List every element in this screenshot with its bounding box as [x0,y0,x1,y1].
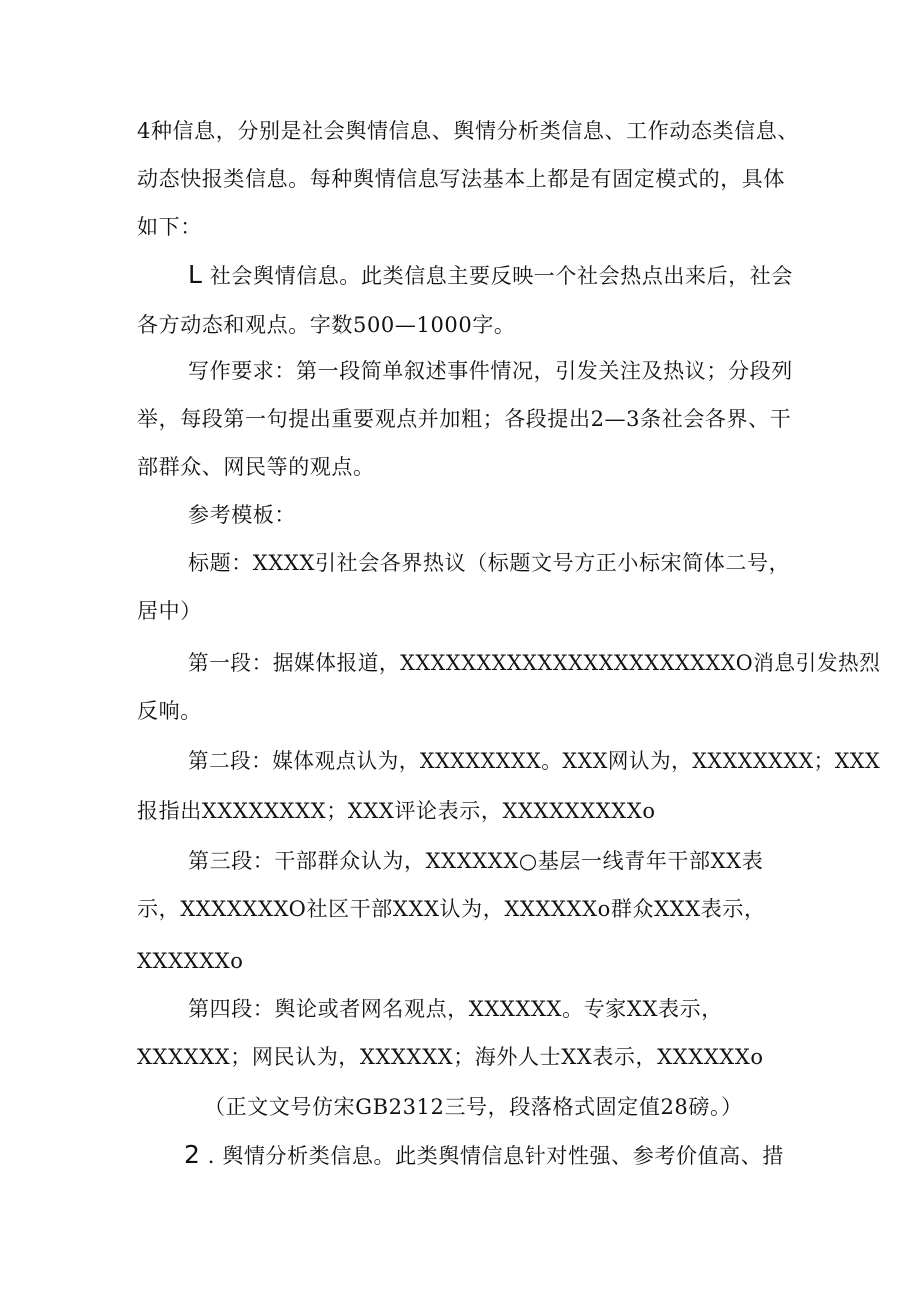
requirements-line-2: 举，每段第一句提出重要观点并加粗；各段提出2—3条社会各界、干 [137,407,792,431]
list-marker-2-dot: . [207,1144,216,1168]
paragraph-line-3: 如下： [137,215,202,239]
format-note: （正文文号仿宋GB2312三号，段落格式固定值28磅。） [204,1095,743,1119]
list-item-1-text: 社会舆情信息。此类信息主要反映一个社会热点出来后，社会 [209,264,794,288]
paragraph-line-1: 4种信息，分别是社会舆情信息、舆情分析类信息、工作动态类信息、 [137,119,799,143]
paragraph-four-line-2: XXXXXX；网民认为，XXXXXX；海外人士XX表示，XXXXXXo [137,1045,764,1069]
title-line-2: 居中） [137,599,202,623]
paragraph-three-line-1: 第三段：干部群众认为，XXXXXX○基层一线青年干部XX表 [188,849,764,873]
paragraph-line-2: 动态快报类信息。每种舆情信息写法基本上都是有固定模式的，具体 [137,167,785,191]
list-marker-1: L [188,260,203,289]
list-item-2-line-1 [184,1140,784,1171]
requirements-line-1: 写作要求：第一段简单叙述事件情况，引发关注及热议；分段列 [188,359,793,383]
list-item-1-line-2: 各方动态和观点。字数500—1000字。 [137,313,516,337]
title-line-1: 标题：XXXX引社会各界热议（标题文号方正小标宋简体二号， [188,551,791,575]
list-item-2-text: 舆情分析类信息。此类舆情信息针对性强、参考价值高、措 [222,1144,784,1168]
paragraph-two-line-2: 报指出XXXXXXXX；XXX评论表示，XXXXXXXXXo [137,799,656,823]
paragraph-one-line-2: 反响。 [137,699,202,723]
paragraph-three-line-2: 示，XXXXXXXO社区干部XXX认为，XXXXXXo群众XXX表示， [137,897,766,921]
list-item-1-line-1 [188,260,793,291]
requirements-line-3: 部群众、网民等的观点。 [137,455,375,479]
paragraph-four-line-1: 第四段：舆论或者网名观点，XXXXXX。专家XX表示， [188,997,723,1021]
list-marker-2: 2 [184,1140,201,1169]
paragraph-one-line-1: 第一段：据媒体报道，XXXXXXXXXXXXXXXXXXXXXXO消息引发热烈 [188,651,881,675]
template-heading: 参考模板： [188,503,296,527]
paragraph-two-line-1: 第二段：媒体观点认为，XXXXXXXX。XXX网认为，XXXXXXXX；XXX [188,749,881,773]
paragraph-three-line-3: XXXXXXo [137,949,244,973]
